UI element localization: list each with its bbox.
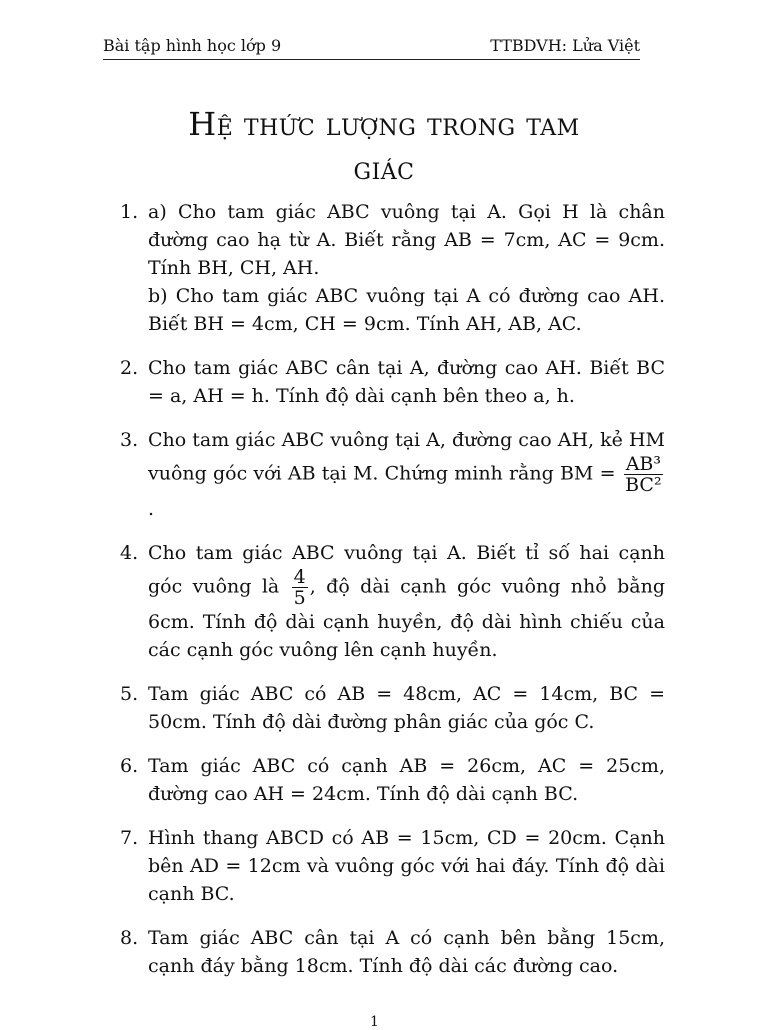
problem-4-pre: Cho tam giác ABC vuông tại A. Biết tỉ số hai cạnh góc vuông là: [148, 542, 665, 598]
fraction-denominator: 5: [293, 587, 306, 609]
title-line-2: giác: [353, 149, 415, 187]
problem-1: [120, 198, 665, 338]
problem-4: [120, 539, 665, 664]
problem-5: [120, 680, 665, 736]
problem-number: 3.: [120, 429, 139, 451]
problem-7-text: Hình thang ABCD có AB = 15cm, CD = 20cm. Cạnh bên AD = 12cm và vuông góc với hai đáy. Tính độ dài cạnh BC.: [148, 827, 665, 905]
problem-number: 7.: [120, 827, 139, 849]
page-title: [100, 102, 668, 190]
problem-number: 2.: [120, 357, 139, 379]
fraction: [292, 567, 308, 608]
problem-3: [120, 426, 665, 523]
fraction-numerator: 4: [293, 566, 306, 588]
fraction: [624, 454, 663, 495]
header-right: TTBDVH: Lửa Việt: [490, 36, 640, 55]
problem-8-text: Tam giác ABC cân tại A có cạnh bên bằng 15cm, cạnh đáy bằng 18cm. Tính độ dài các đường cao.: [148, 927, 665, 977]
problem-number: 1.: [120, 201, 139, 223]
problem-6-text: Tam giác ABC có cạnh AB = 26cm, AC = 25cm, đường cao AH = 24cm. Tính độ dài cạnh BC.: [148, 755, 665, 805]
problem-5-text: Tam giác ABC có AB = 48cm, AC = 14cm, BC = 50cm. Tính độ dài đường phân giác của góc C.: [148, 683, 665, 733]
page-number: 1: [370, 1014, 379, 1030]
running-header: [103, 36, 640, 60]
problem-6: [120, 752, 665, 808]
problem-number: 6.: [120, 755, 139, 777]
problem-1b-text: b) Cho tam giác ABC vuông tại A có đường cao AH. Biết BH = 4cm, CH = 9cm. Tính AH, AB, AC.: [148, 285, 665, 335]
problem-number: 4.: [120, 542, 139, 564]
problem-3-text: Cho tam giác ABC vuông tại A, đường cao AH, kẻ HM vuông góc với AB tại M. Chứng minh rằng BM =: [148, 429, 665, 485]
problem-2-text: Cho tam giác ABC cân tại A, đường cao AH. Biết BC = a, AH = h. Tính độ dài cạnh bên theo a, h.: [148, 357, 665, 407]
title-line-1: Hệ thức lượng trong tam: [188, 105, 580, 143]
problem-list: [120, 198, 665, 996]
problem-7: [120, 824, 665, 908]
fraction-numerator: AB³: [625, 453, 661, 475]
problem-number: 5.: [120, 683, 139, 705]
problem-4-post: , độ dài cạnh góc vuông nhỏ bằng 6cm. Tính độ dài cạnh huyền, độ dài hình chiếu của các cạnh góc vuông lên cạnh huyền.: [148, 575, 666, 661]
problem-2: [120, 354, 665, 410]
header-left: Bài tập hình học lớp 9: [103, 36, 282, 55]
problem-8: [120, 924, 665, 980]
problem-number: 8.: [120, 927, 139, 949]
problem-3-tail: .: [148, 498, 155, 520]
problem-1a-text: a) Cho tam giác ABC vuông tại A. Gọi H là chân đường cao hạ từ A. Biết rằng AB = 7cm, AC = 9cm. Tính BH, CH, AH.: [148, 201, 665, 279]
fraction-denominator: BC²: [625, 474, 662, 496]
